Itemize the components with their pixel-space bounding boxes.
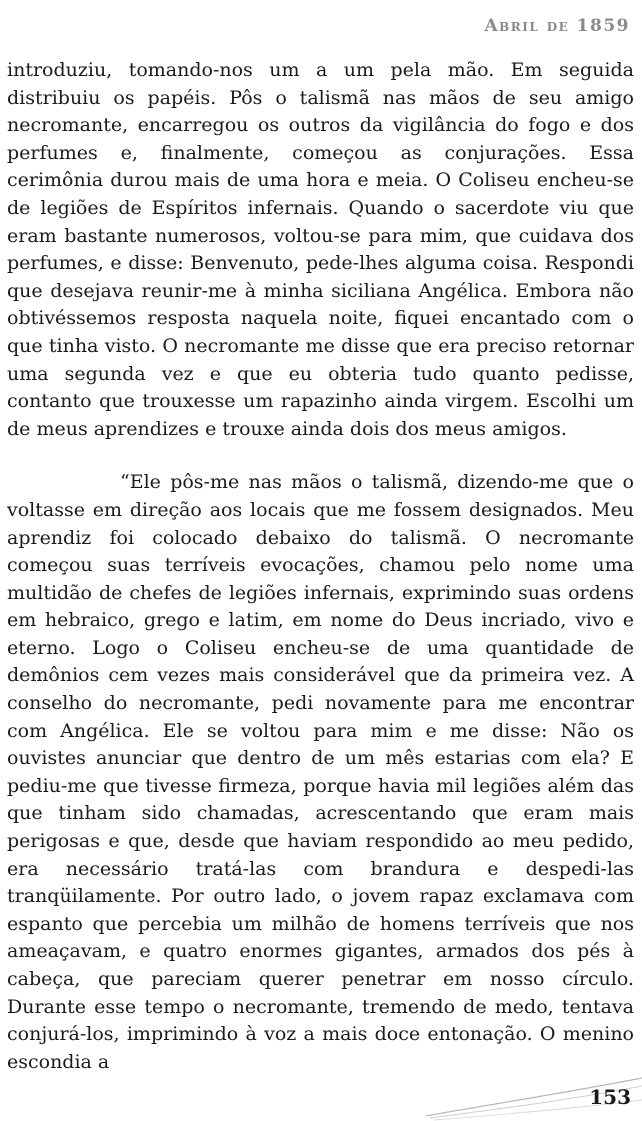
page-body [7, 57, 634, 1076]
running-header: Abril de 1859 [484, 16, 630, 36]
page-number: 153 [589, 1085, 631, 1109]
paragraph-2: “Ele pôs-me nas mãos o talismã, dizendo-me que o voltasse em direção aos locais que me fossem designados. Meu aprendiz foi colocado debaixo do talismã. O necromante começou suas terríveis evocações, chamou pelo nome uma multidão de chefes de legiões infernais, exprimindo suas ordens em hebraico, grego e latim, em nome do Deus incriado, vivo e eterno. Logo o Coliseu encheu-se de uma quantidade de demônios cem vezes mais considerável que da primeira vez. A conselho do necromante, pedi novamente para me encontrar com Angélica. Ele se voltou para mim e me disse: Não os ouvistes anunciar que dentro de um mês estarias com ela? E pediu-me que tivesse firmeza, porque havia mil legiões além das que tinham sido chamadas, acrescentando que eram mais perigosas e que, desde que haviam respondido ao meu pedido, era necessário tratá-las com brandura e despedi-las tranqüilamente. Por outro lado, o jovem rapaz exclamava com espanto que percebia um milhão de homens terríveis que nos ameaçavam, e quatro enormes gigantes, armados dos pés à cabeça, que pareciam querer penetrar em nosso círculo. Durante esse tempo o necromante, tremendo de medo, tentava conjurá-los, imprimindo à voz a mais doce entonação. O menino escondia a [7, 471, 634, 1073]
paragraph-1: introduziu, tomando-nos um a um pela mão. Em seguida distribuiu os papéis. Pôs o talismã nas mãos de seu amigo necromante, encarregou os outros da vigilância do fogo e dos perfumes e, finalmente, começou as conjurações. Essa cerimônia durou mais de uma hora e meia. O Coliseu encheu-se de legiões de Espíritos infernais. Quando o sacerdote viu que eram bastante numerosos, voltou-se para mim, que cuidava dos perfumes, e disse: Benvenuto, pede-lhes alguma coisa. Respondi que desejava reunir-me à minha siciliana Angélica. Embora não obtivéssemos resposta naquela noite, fiquei encantado com o que tinha visto. O necromante me disse que era preciso retornar uma segunda vez e que eu obteria tudo quanto pedisse, contanto que trouxesse um rapazinho ainda virgem. Escolhi um de meus aprendizes e trouxe ainda dois dos meus amigos. [7, 59, 634, 440]
